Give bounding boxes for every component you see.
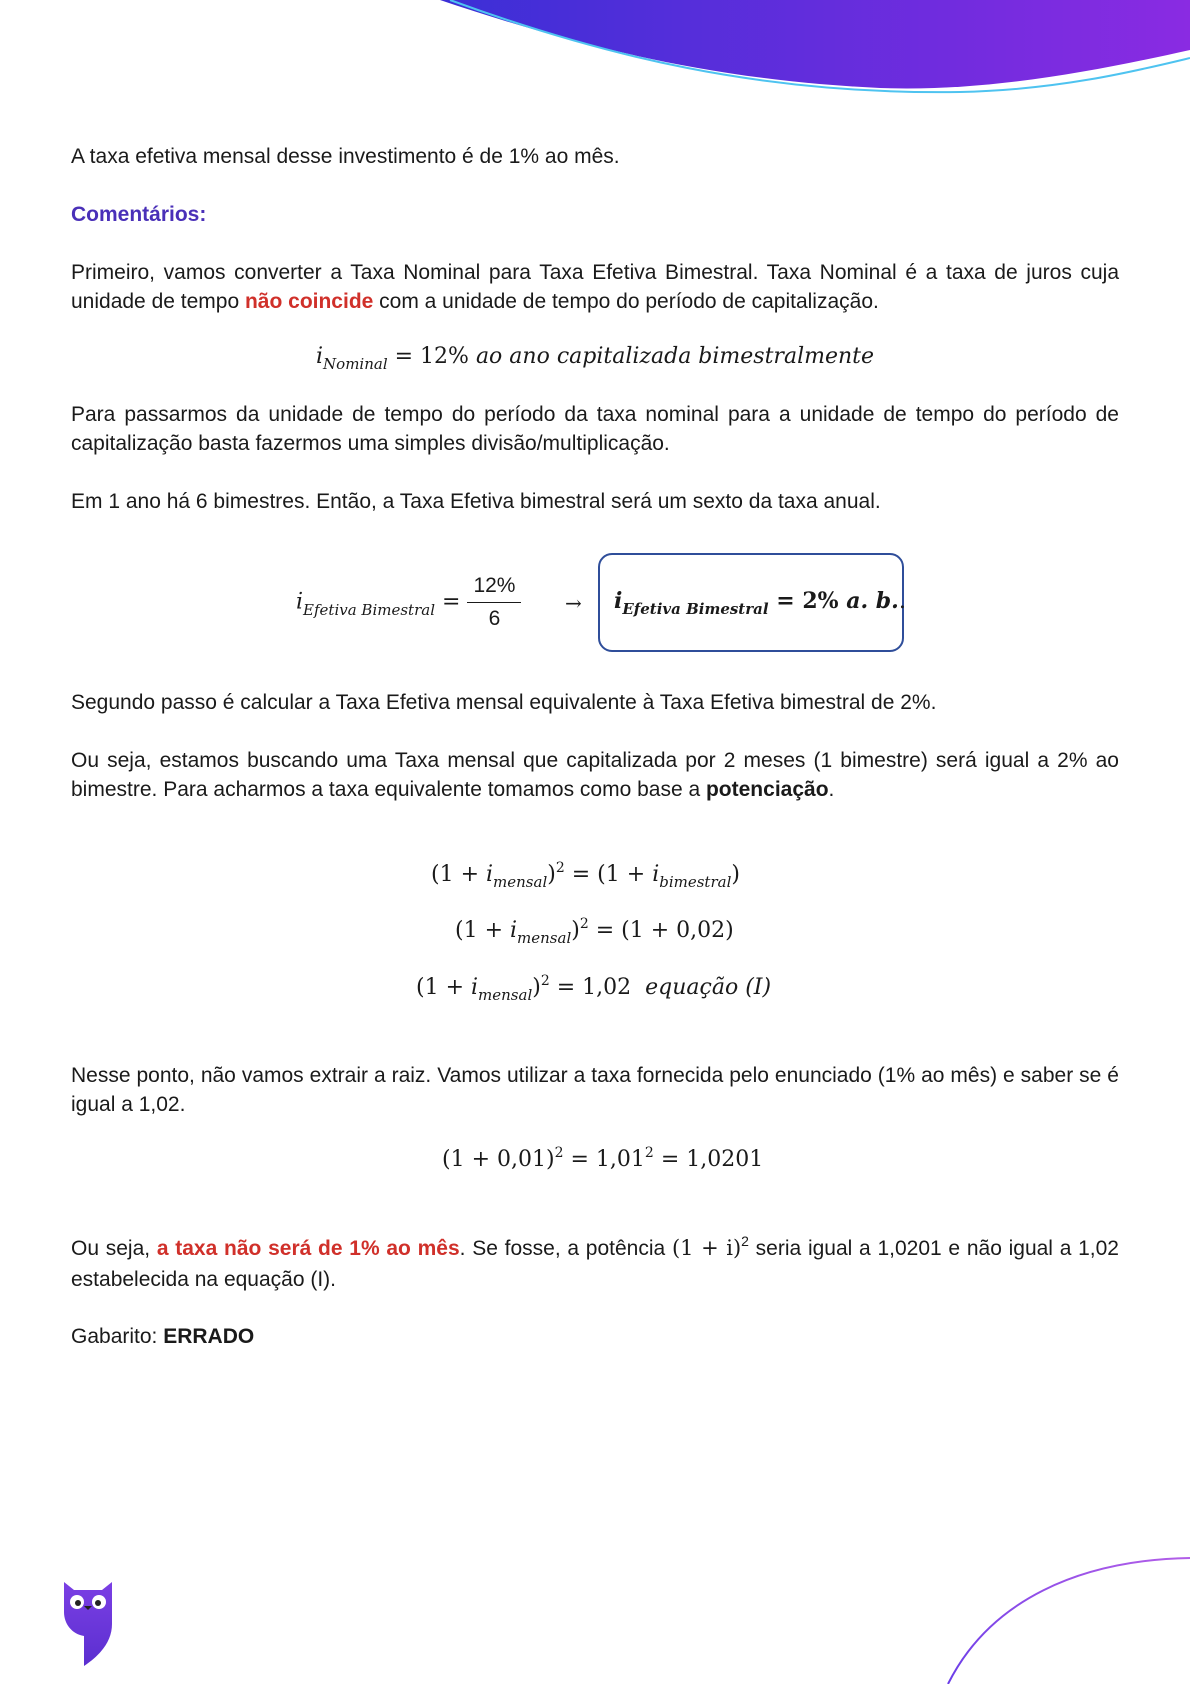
paragraph-5 [71,746,1119,804]
result-var: i [614,588,623,614]
equation-3: $(1 + i_{mensal})^2 = 1,02$ equação (I) [416,973,772,1004]
eq4-c: = 1,0201 [653,1147,764,1172]
eq3-exp: 2 [540,973,550,989]
eq2-exp: 2 [579,916,589,932]
p1-highlight: não coincide [244,290,374,313]
eq-efetiva-equals: = [442,589,461,615]
paragraph-2: Para passarmos da unidade de tempo do período da taxa nominal para a unidade de tempo do período de capitalização basta fazermos uma simples divisão/multiplicação. [71,403,1119,455]
eq2-right: = (1 + 0,02) [588,918,734,943]
comments-heading: Comentários: [71,203,207,226]
p7-highlight: a taxa não será de 1% ao mês [156,1237,460,1260]
eq-nominal-rest: = 12% [387,344,476,369]
eq3-sub-left: mensal [478,986,533,1004]
eq-nominal-text: ao ano capitalizada bimestralmente [475,344,875,369]
p5-bold: potenciação [705,778,829,801]
p7-text-after: seria igual a 1,0201 e não igual a 1,02 estabelecida na equação (I). [71,1237,1119,1291]
eq1-left-close: ) [547,862,556,887]
p5-text-after: . [828,778,835,801]
eq-efetiva-sub: Efetiva Bimestral [303,600,435,619]
eq1-left-open: (1 + [431,862,486,887]
owl-logo-icon [62,1578,114,1668]
equation-nominal [316,344,875,373]
eq4-b: = 1,01 [563,1147,645,1172]
result-equation [614,588,906,618]
statement-text: A taxa efetiva mensal desse investimento é de 1% ao mês. [71,145,620,168]
p1-text-before: Primeiro, vamos converter a Taxa Nominal para Taxa Efetiva Bimestral. Taxa Nominal é a taxa de juros cuja unidade de tempo [71,261,1119,313]
eq1-right: = (1 + [564,862,653,887]
result-dot: . [898,589,906,614]
equation-efetiva [296,574,521,631]
eq1-sub-right: bimestral [659,873,732,891]
eq4-a: (1 + 0,01) [442,1147,555,1172]
eq2-sub-left: mensal [517,929,572,947]
eq2-left-open: (1 + [455,918,510,943]
answer-label: Gabarito: [71,1325,164,1348]
eq4-exp1: 2 [554,1145,564,1161]
answer-line [71,1322,1119,1351]
answer-value: ERRADO [163,1325,255,1348]
result-value: = 2% [776,588,847,614]
eq2-left-close: ) [571,918,580,943]
p7-math: (1 + i) [671,1236,742,1260]
p5-text-before: Ou seja, estamos buscando uma Taxa mensal que capitalizada por 2 meses (1 bimestre) será igual a 2% ao bimestre. Para acharmos a taxa equivalente tomamos como base a [71,749,1119,801]
footer-arc-decoration [900,1540,1190,1684]
equation-4 [442,1147,763,1172]
result-sub: Efetiva Bimestral [622,600,769,618]
p1-text-after: com a unidade de tempo do período de capitalização. [373,290,879,313]
equation-1: $(1 + i_{mensal})^2 = (1 + i_{bimestral})$ [431,860,740,891]
paragraph-1 [71,258,1119,316]
eq1-right-close: ) [731,862,740,887]
eq4-exp2: 2 [644,1145,654,1161]
paragraph-4: Segundo passo é calcular a Taxa Efetiva mensal equivalente à Taxa Efetiva bimestral de 2%. [71,691,937,714]
p7-exp: 2 [741,1233,749,1249]
paragraph-7 [71,1234,1119,1294]
paragraph-6: Nesse ponto, não vamos extrair a raiz. Vamos utilizar a taxa fornecida pelo enunciado (1% ao mês) e saber se é igual a 1,02. [71,1064,1119,1116]
equation-2: $(1 + i_{mensal})^2 = (1 + 0,02)$ [455,916,734,947]
arrow-icon: → [565,591,582,615]
eq-efetiva-var: i [296,589,304,615]
fraction-denominator: 6 [488,607,501,630]
eq-nominal-sub: Nominal [323,355,388,373]
eq3-label: equação (I) [645,975,772,1000]
eq3-left-close: ) [532,975,541,1000]
fraction-numerator: 12% [467,574,521,603]
eq-nominal-var: i [316,344,324,369]
eq3-left-open: (1 + [416,975,471,1000]
p7-text-before: Ou seja, [71,1237,157,1260]
result-unit: a. b. [846,588,899,614]
paragraph-3: Em 1 ano há 6 bimestres. Então, a Taxa Efetiva bimestral será um sexto da taxa anual. [71,490,881,513]
eq1-sub-left: mensal [493,873,548,891]
p7-text-middle: . Se fosse, a potência [459,1237,672,1260]
eq1-exp: 2 [555,860,565,876]
header-wave-decoration [0,0,1190,110]
fraction [467,574,521,631]
eq3-right: = 1,02 [549,975,646,1000]
